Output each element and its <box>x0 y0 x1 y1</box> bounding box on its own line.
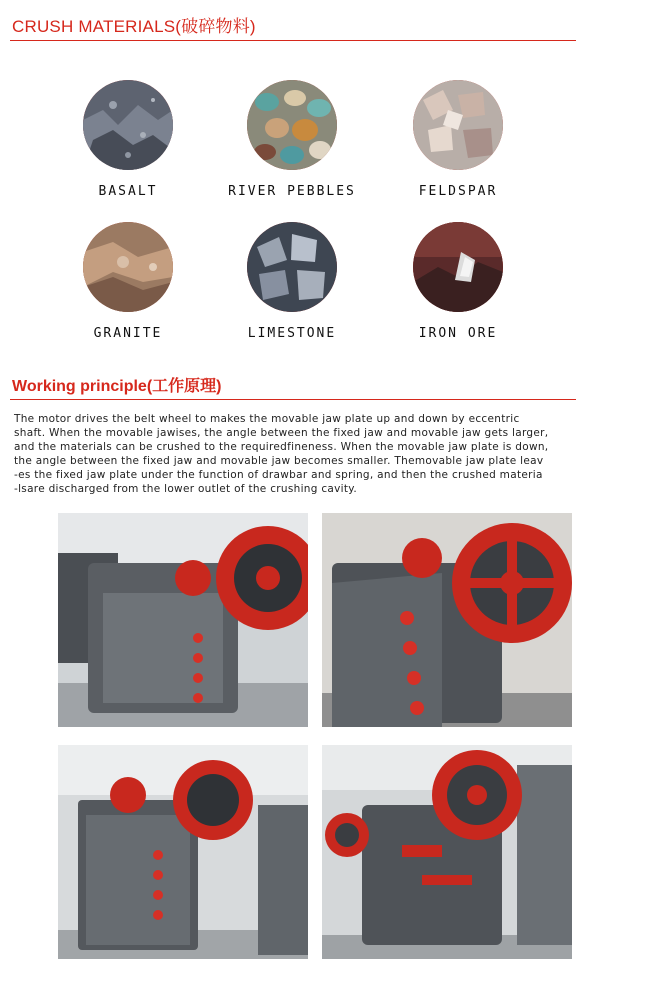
iron-ore-image <box>413 222 503 312</box>
working-principle-text <box>14 412 594 496</box>
material-feldspar <box>378 80 538 199</box>
granite-image <box>83 222 173 312</box>
principle-line: shaft. When the movable jawises, the angle between the fixed jaw and movable jaw gets larger, <box>14 427 549 439</box>
material-label: BASALT <box>98 184 158 199</box>
jaw-crusher-photo-2 <box>322 513 572 727</box>
jaw-crusher-photo-4 <box>322 745 572 959</box>
material-basalt <box>48 80 208 199</box>
principle-line: and the materials can be crushed to the requiredfineness. When the movable jaw plate is down, <box>14 441 549 453</box>
crush-materials-title: CRUSH MATERIALS(破碎物料) <box>12 17 256 36</box>
principle-line: The motor drives the belt wheel to makes the movable jaw plate up and down by eccentric <box>14 413 520 425</box>
basalt-rock-image <box>83 80 173 170</box>
jaw-crusher-photo-1 <box>58 513 308 727</box>
jaw-crusher-photo-3 <box>58 745 308 959</box>
principle-line: -lsare discharged from the lower outlet of the crushing cavity. <box>14 483 357 495</box>
principle-line: -es the fixed jaw plate under the function of drawbar and spring, and then the crushed materia <box>14 469 543 481</box>
limestone-image <box>247 222 337 312</box>
material-river-pebbles <box>212 80 372 199</box>
feldspar-image <box>413 80 503 170</box>
material-label: FELDSPAR <box>418 184 498 199</box>
material-granite <box>48 222 208 341</box>
material-label: LIMESTONE <box>247 326 337 341</box>
material-limestone <box>212 222 372 341</box>
material-label: RIVER PEBBLES <box>228 184 356 199</box>
working-principle-title: Working principle(工作原理) <box>12 378 222 395</box>
material-iron-ore <box>378 222 538 341</box>
working-principle-divider <box>10 399 576 400</box>
river-pebbles-image <box>247 80 337 170</box>
material-label: IRON ORE <box>418 326 498 341</box>
material-label: GRANITE <box>93 326 163 341</box>
crush-materials-divider <box>10 40 576 41</box>
principle-line: the angle between the fixed jaw and movable jaw becomes smaller. Themovable jaw plate leav <box>14 455 544 467</box>
